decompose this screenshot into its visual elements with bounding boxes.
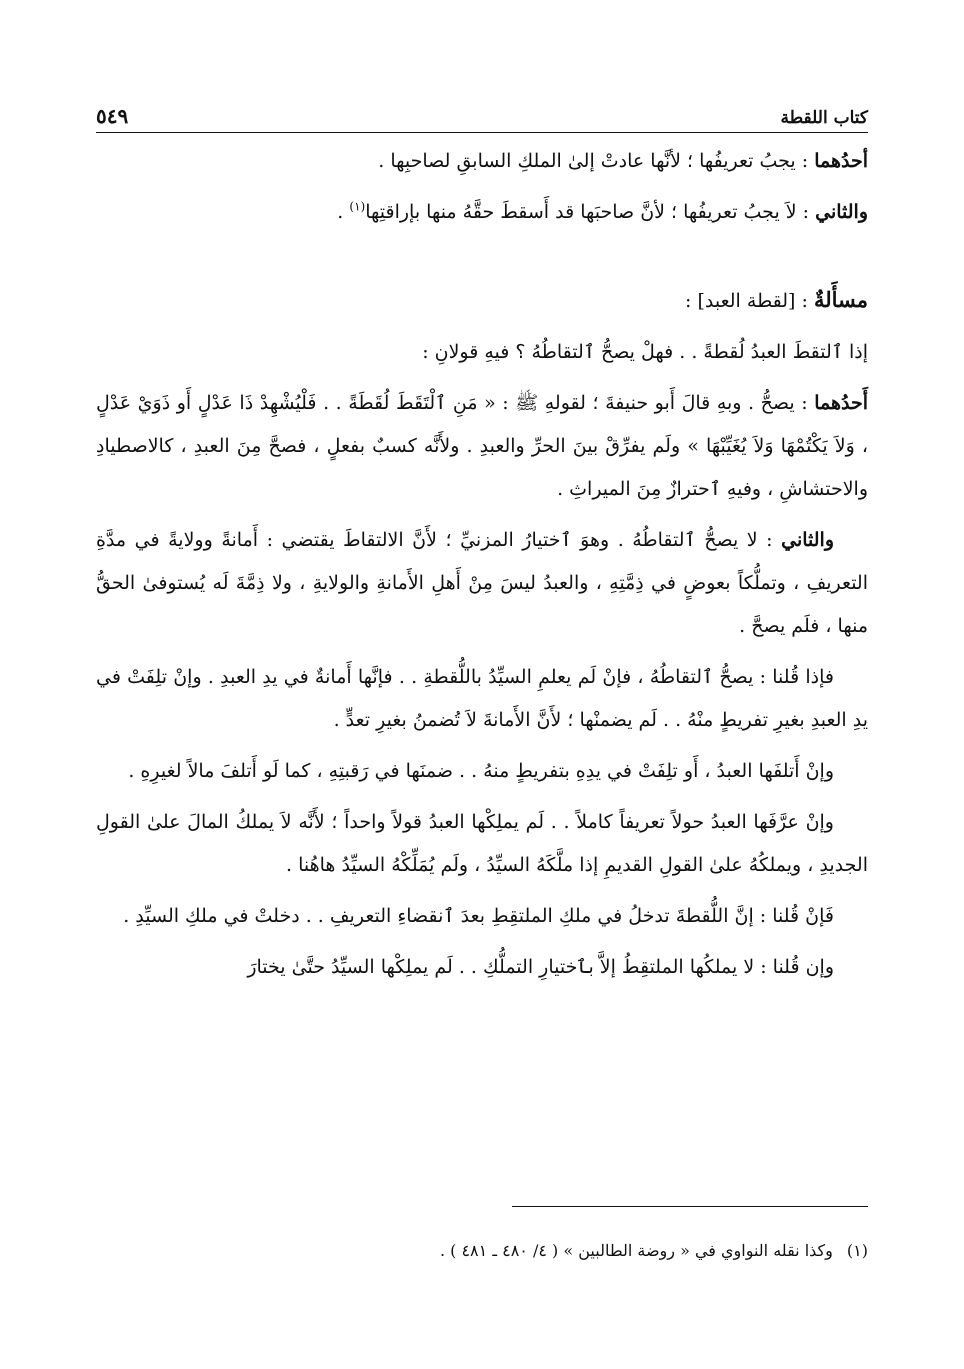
issue-heading [96, 278, 868, 323]
paragraph [96, 656, 868, 742]
paragraph-text: : يجبُ تعريفُها ؛ لأنَّها عادتْ إلىٰ الملكِ السابقِ لصاحبِها . [378, 150, 815, 172]
book-title: كتاب اللقطة [780, 108, 868, 128]
paragraph-lead: أَحدُهما [814, 392, 868, 414]
paragraph-lead: والثاني [781, 529, 834, 551]
issue-heading-lead: مسأَلةٌ [813, 287, 868, 312]
main-text [96, 140, 868, 997]
footnote-reference: (١) [349, 199, 366, 214]
paragraph [96, 519, 868, 648]
paragraph-text: فَإنْ قُلنا : إنَّ اللُّقطةَ تدخلُ في ملكِ الملتقِطِ بعدَ ٱنقضاءِ التعريفِ . . دخلتْ في ملكِ السيِّدِ . [123, 905, 834, 927]
paragraph-text: إذا ٱلتقطَ العبدُ لُقطةً . . فهلْ يصحُّ ٱلتقاطُهُ ؟ فيهِ قولانِ : [422, 341, 868, 363]
paragraph [96, 382, 868, 511]
paragraph-text: فإذا قُلنا : يصحُّ ٱلتقاطُهُ ، فإنْ لَم يعلمِ السيِّدُ باللُّقطةِ . . فإنَّها أَمانةٌ في يدِ العبدِ . وإنْ تلِفَتْ في يدِ العبدِ بغيرِ تفريطٍ منْهُ . . لَم يضمنْها ؛ لأَنَّ الأَمانةَ لاَ تُضمنُ بغيرِ تعدٍّ . [96, 666, 868, 731]
paragraph-text: وإنْ عرَّفَها العبدُ حولاً تعريفاً كاملاً . . لَم يملِكْها العبدُ قولاً واحداً ؛ لأَنَّه لاَ يملكُ المالَ علىٰ القولِ الجديدِ ، ويملكُهُ علىٰ القولِ القديمِ إذا ملَّكَهُ السيِّدُ ، ولَم يُمَلِّكْهُ السيِّدُ هاهُنا . [96, 811, 868, 876]
paragraph [96, 801, 868, 887]
page-number: ٥٤٩ [96, 104, 129, 128]
paragraph [96, 331, 868, 374]
footnote [96, 1238, 868, 1264]
paragraph [96, 895, 868, 938]
footnote-divider [512, 1206, 868, 1207]
paragraph [96, 191, 868, 234]
paragraph-text: : يصحُّ . وبهِ قالَ أَبو حنيفةَ ؛ لقولهِ ﷺ : « مَنِ ٱلْتَقَطَ لُقَطَةً . . فَلْيُشْهِدْ ذَا عَدْلٍ أَو ذَوَيْ عَدْلٍ ، وَلاَ يَكْتُمْهَا وَلاَ يُغَيِّبْهَا » ولَم يفرِّقْ بينَ الحرِّ والعبدِ . ولأَنَّه كسبٌ بفعلٍ ، فصحَّ مِنَ العبدِ ، كالاصطيادِ والاحتشاشِ ، وفيهِ ٱحترازٌ مِنَ الميراثِ . [96, 392, 868, 500]
paragraph-text: : لاَ يجبُ تعريفُها ؛ لأنَّ صاحبَها قد أَسقطَ حقَّهُ منها بإراقتِها [365, 201, 816, 223]
paragraph-text: وإن قُلنا : لا يملكُها الملتقِطُ إلاَّ بٱختيارِ التملُّكِ . . لَم يملِكْها السيِّدُ حتَّىٰ يختارَ [247, 956, 834, 978]
paragraph-lead: أحدُهما [814, 150, 868, 172]
paragraph-lead: والثاني [815, 201, 868, 223]
issue-heading-text: : [لقطة العبد] : [685, 290, 814, 312]
paragraph-text: : لا يصحُّ ٱلتقاطُهُ . وهوَ ٱختيارُ المزنيِّ ؛ لأَنَّ الالتقاطَ يقتضي : أَمانةً وولايةً في مدَّةِ التعريفِ ، وتملُّكاً بعوضٍ في ذِمَّتِهِ ، والعبدُ ليسَ مِنْ أَهلِ الأَمانةِ والولايةِ ، ولا ذِمَّةَ لَه يُستوفىٰ الحقُّ منها ، فلَم يصحَّ . [96, 529, 868, 637]
paragraph-tail: . [337, 201, 350, 223]
running-head [96, 92, 868, 133]
footnote-number: (١) [846, 1241, 868, 1260]
footnote-text: وكذا نقله النواوي في « روضة الطالبين » ( ٤/ ٤٨٠ ـ ٤٨١ ) . [439, 1241, 833, 1260]
paragraph-text: وإنْ أَتلفَها العبدُ ، أَو تلِفَتْ في يدِهِ بتفريطٍ منهُ . . ضمنَها في رَقبتِهِ ، كما لَو أَتلفَ مالاً لغيرِهِ . [128, 760, 834, 782]
paragraph [96, 750, 868, 793]
paragraph [96, 946, 868, 989]
paragraph [96, 140, 868, 183]
